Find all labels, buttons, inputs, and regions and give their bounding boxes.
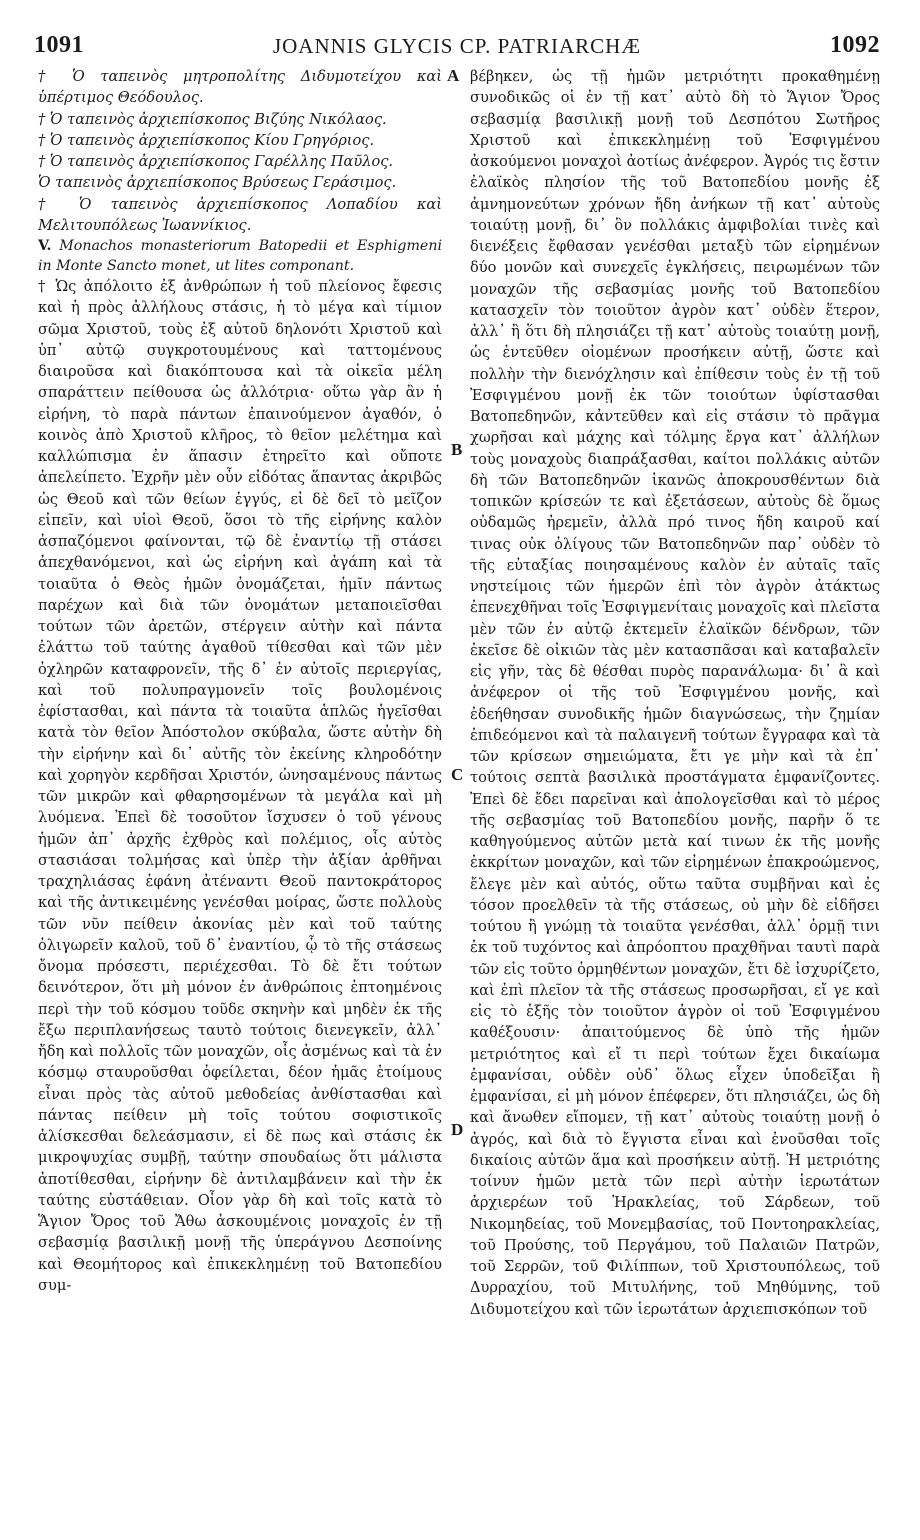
section-number: V.: [38, 238, 52, 254]
page-number-right: 1092: [830, 32, 880, 58]
left-body-text: † Ὡς ἀπόλοιτο ἐξ ἀνθρώπων ἡ τοῦ πλείονος ἔφεσις καὶ ἡ πρὸς ἀλλήλους στάσις, ἡ τὸ μέγα καὶ τίμιον σῶμα Χριστοῦ, τοὺς ἐξ αὐτοῦ δηλονότι Χριστοῦ καὶ ὑπ᾽ αὐτῷ συγκροτουμένους καὶ ταττομένους διαιροῦσα καὶ διακόπτουσα καὶ τὰ οἰκεῖα μέλη σπαράττειν πείθουσα ὡς ἀλλότρια· οὕτω γὰρ ἂν ἡ εἰρήνη, τὸ παρὰ πάντων ἐπαινούμενον ἀγαθόν, ὁ κοινὸς ἀπὸ Χριστοῦ κλῆρος, τὸ θεῖον μελέτημα καὶ καλλώπισμα ἐν ἅπασιν ἐτηρεῖτο καὶ οὔποτε ἀπελείπετο. Ἐχρῆν μὲν οὖν εἰδότας ἅπαντας ἀκριβῶς ὡς Θεοῦ καὶ τῶν θείων ἐγγύς, εἰ δὲ δεῖ τὸ μεῖζον εἰπεῖν, καὶ υἱοὶ Θεοῦ, ὅσοι τὸ τῆς εἰρήνης καλὸν ἀσπαζόμενοι φαίνονται, τῷ δὲ ἐναντίῳ τῇ στάσει ἀπεχθανόμενοι, καὶ ὡς εἰρήνη καὶ ἀγάπη καὶ τὰ τοιαῦτα ὁ Θεὸς ἡμῶν ὀνομάζεται, ἡμῖν πάντως παρέχων καὶ διὰ τῶν ὀνομάτων μεταποιεῖσθαι τούτων τῶν ἀρετῶν, στέργειν αὐτὴν καὶ πάντα ἐλάττω τοῦ ταύτης ἀγαθοῦ τίθεσθαι καὶ τῶν μὲν ὀχληρῶν καταφρονεῖν, τῆς δ᾽ ἐν αὐτοῖς περιεργίας, καὶ τοῦ πολυπραγμονεῖν τοῖς βουλομένοις ἐφίστασθαι, καὶ πάντα τὰ τοιαῦτα ἁπλῶς ἡγεῖσθαι κατὰ τὸν θεῖον Ἀπόστολον σκύβαλα, ὥστε αὐτὴν δὴ τὴν εἰρήνην καὶ δι᾽ αὐτῆς τὸν ἐκείνης κληροδότην καὶ χορηγὸν κερδῆσαι Χριστόν, ὠνησαμένους πάντως τῶν μικρῶν καὶ φθαρησομένων τὰ μεγάλα καὶ μὴ λυόμενα. Ἐπεὶ δὲ τοσοῦτον ἴσχυσεν ὁ τοῦ γένους ἡμῶν ἀπ᾽ ἀρχῆς ἐχθρὸς καὶ πολέμιος, οἷς αὐτὸς στασιάσαι τολμήσας καὶ ὑπὲρ τὴν ἀξίαν ἀρθῆναι τραχηλιάσας ἐφάνη ἀτέναντι Θεοῦ παντοκράτορος καὶ τῆς ἀντικειμένης γενέσθαι μοίρας, ὥστε πολλοὺς τῶν νῦν πείθειν ἀκονίας μὲν καὶ τοῦ ταύτης ὀλιγωρεῖν καλοῦ, τοῦ δ᾽ ἐναντίου, ᾧ τὸ τῆς στάσεως ὄνομα πρόσεστι, περιέχεσθαι. Τὸ δὲ ἔτι τούτων δεινότερον, ὅτι μὴ μόνον ἐν ἀνθρώποις ἐπτοημένοις περὶ τὴν τοῦ κόσμου τοῦδε σκηνὴν καὶ μηδὲν ἐκ τῆς ἔξω περιπλανήσεως ταυτὸ τούτοις διενεγκεῖν, ἀλλ᾽ ἤδη καὶ πολλοῖς τῶν μοναχῶν, οἷς ἀσμένως καὶ τὰ ἐν κόσμῳ σταυροῦσθαι ὀφείλεται, δέον ἡμᾶς ἑτοίμους εἶναι πρὸς τὰς αὐτοῦ μεθοδείας ἀνθίστασθαι καὶ πάντας πείθειν μὴ τοῖς τούτου σοφιστικοῖς ἀλίσκεσθαι δελεάσμασιν, εἰ δὲ πως καὶ στάσις ἐκ μικροψυχίας συμβῇ, ταύτην σπουδαίως ὅτι μάλιστα ἀποτίθεσθαι, εἰρήνην δὲ ἀντιλαμβάνειν καὶ τὴν ἐκ ταύτης εὐστάθειαν. Οἷον γὰρ δὴ καὶ τοῖς κατὰ τὸ Ἅγιον Ὄρος τοῦ Ἄθω ἀσκουμένοις μοναχοῖς ἐν τῇ σεβασμίᾳ βασιλικῇ μονῇ τῆς ὑπεράγνου Δεσποίνης καὶ Θεομήτορος καὶ ἐπικεκλημένῃ τοῦ Βατοπεδίου συμ-: [38, 278, 442, 1294]
section-heading-text: Monachos monasteriorum Batopedii et Esphigmeni in Monte Sancto monet, ut lites componant.: [38, 238, 442, 274]
page-number-left: 1091: [34, 32, 84, 58]
marginal-letter-b: B: [451, 440, 463, 459]
marginal-letter-d: D: [451, 1120, 464, 1139]
right-column: [470, 66, 880, 1511]
marginal-letter-a: A: [447, 66, 460, 85]
signature-line: † Ὁ ταπεινὸς ἀρχιεπίσκοπος Γαρέλλης Παῦλος.: [38, 153, 394, 170]
left-column: [38, 66, 442, 1511]
signature-line: Ὁ ταπεινὸς ἀρχιεπίσκοπος Βρύσεως Γεράσιμος.: [38, 174, 397, 192]
running-title: JOANNIS GLYCIS CP. PATRIARCHÆ: [272, 34, 642, 58]
signature-line: † Ὁ ταπεινὸς μητροπολίτης Διδυμοτείχου καὶ ὑπέρτιμος Θεόδουλος.: [38, 68, 442, 107]
right-body-text: βέβηκεν, ὡς τῇ ἡμῶν μετριότητι προκαθημένῃ συνοδικῶς οἱ ἐν τῇ κατ᾽ αὐτὸ δὴ τὸ Ἅγιον Ὄρος σεβασμίᾳ βασιλικῇ μονῇ τοῦ Δεσπότου Σωτῆρος Χριστοῦ καὶ ἐπικεκλημένῃ τοῦ Ἐσφιγμένου ἀσκούμενοι μοναχοὶ ἀοτίως ἀνέφερον. Ἀγρός τις ἔστιν ἐλαϊκὸς πλησίον τῆς τοῦ Βατοπεδίου μονῆς ἐξ ἀμνημονεύτων χρόνων ἤδη ἀνήκων τῇ κατ᾽ αὐτοὺς τοιαύτῃ μονῇ, δι᾽ ὃν πολλάκις ἀμφιβολίαι τινὲς καὶ διενέξεις ἔφθασαν γενέσθαι μεταξὺ τῶν εἰρημένων δύο μονῶν καὶ συνεχεῖς ἐγκλήσεις, πειρωμένων τῶν μοναχῶν τῆς σεβασμίας μονῆς τοῦ Βατοπεδίου κατασχεῖν τὸν τοιοῦτον ἀγρὸν κατ᾽ οὐδὲν ἕτερον, ἀλλ᾽ ἢ ὅτι δὴ πλησιάζει τῇ κατ᾽ αὐτοὺς τοιαύτῃ μονῇ, ὡς ἐντεῦθεν οἰομένων προσήκειν αὐτῇ, ὥστε καὶ πολλὴν τὴν διενόχλησιν καὶ ἐπίθεσιν τοὺς ἐν τῇ τοῦ Ἐσφιγμένου μονῇ ἐκ τῶν τοιούτων ὑφίστασθαι Βατοπεδηνῶν, κἀντεῦθεν καὶ εἰς στάσιν τὸ πρᾶγμα χωρῆσαι καὶ μάχης καὶ τόλμης ἔργα κατ᾽ ἀλλήλων τοὺς μοναχοὺς διαπράξασθαι, καίτοι πολλάκις αὐτῶν δὴ τῶν Βατοπεδηνῶν ἱκανῶς ἀποκρουσθέντων διὰ τοπικῶν κρίσεών τε καὶ ἐξετάσεων, αὐτοὺς δὲ ὅμως οὐδαμῶς ἠρεμεῖν, ἀλλὰ πρό τινος ἤδη καιροῦ καί τινας οὐκ ὀλίγους τῶν Βατοπεδηνῶν παρ᾽ οὐδὲν τὸ τῆς εὐταξίας ποιησαμένους καλὸν ἐν αὐταῖς ταῖς νηστείμοις τῶν ἡμερῶν ἐπὶ τὸν ἀγρὸν ἀτάκτως ἐπενεχθῆναι τοῖς Ἐσφιγμενίταις μοναχοῖς καὶ πλεῖστα μὲν τῶν ἐν αὐτῷ ἐκτεμεῖν ἐλαϊκῶν δένδρων, τῶν ἐκεῖσε δὲ οἰκιῶν τὰς μὲν κατασπᾶσαι καὶ καταβαλεῖν εἰς γῆν, τὰς δὲ θέσθαι πυρὸς παρανάλωμα· δι᾽ ἃ καὶ ἀνέφερον οἱ τῆς τοῦ Ἐσφιγμένου μονῆς, καὶ ἐδεήθησαν συνοδικῆς ἡμῶν διαγνώσεως, τὴν ζημίαν ἐπιδεόμενοι καὶ τὰ παλαιγενῆ τούτων ἔγγραφα καὶ τὰ τῶν κρίσεων σημειώματα, ἔτι γε μὴν καὶ τὰ ἐπ᾽ τούτοις σεπτὰ βασιλικὰ προστάγματα ἐμφανίζοντες. Ἐπεὶ δὲ ἔδει παρεῖναι καὶ ἀπολογεῖσθαι καὶ τὸ μέρος τῆς σεβασμίας τοῦ Βατοπεδίου μονῆς, παρῆν ὅ τε καθηγούμενος αὐτῶν μετὰ καί τινων ἐκ τῆς μονῆς ἐκκρίτων μοναχῶν, καὶ τῶν εἰρημένων ἐπακροώμενος, ἔλεγε μὲν καὶ αὐτός, οὕτω ταῦτα συμβῆναι καὶ ἐς τόσον προελθεῖν τὰ τῆς στάσεως, οὐ μὴν δὲ εἰδῆσει τούτου ἢ γνώμῃ τὰ τοιαῦτα γενέσθαι, ἀλλ᾽ ὁρμῇ τινι ἐκ τοῦ τυχόντος καὶ ἀπρόοπτου πραχθῆναι ταυτὶ παρὰ τῶν εἰς τοῦτο ὁρμηθέντων μοναχῶν, ἔτι δὲ ἰσχυρίζετο, καὶ ἐπὶ πλεῖον τὰ τῆς στάσεως προσωρῆσαι, εἴ γε καὶ εἰς τὸ ἑξῆς τὸν τοιοῦτον ἀγρὸν οἱ τοῦ Ἐσφιγμένου καθέξουσιν· ἀπαιτούμενος δὲ ὑπὸ τῆς ἡμῶν μετριότητος καὶ εἴ τι περὶ τούτων ἔχει δικαίωμα ἐμφανίσαι, οὐδὲν οὐδ᾽ ὅλως εἶχεν ὑποδεῖξαι ἢ ἐμφανίσαι, εἰ μὴ μόνον ἐπέφερεν, ὅτι πλησιάζει, ὡς δὴ καὶ ἄνωθεν εἴπομεν, τῇ κατ᾽ αὐτοὺς τοιαύτῃ μονῇ ὁ ἀγρός, καὶ διὰ τὸ ἔγγιστα εἶναι καὶ ἑνοῦσθαι τοῖς δικαίοις αὐτῶν ἅμα καὶ προσήκειν αὐτῇ. Ἡ μετριότης τοίνυν ἡμῶν μετὰ τῶν περὶ αὐτὴν ἱερωτάτων ἀρχιερέων τοῦ Ἡρακλείας, τοῦ Σάρδεων, τοῦ Νικομηδείας, τοῦ Μονεμβασίας, τοῦ Ποντοηρακλείας, τοῦ Προύσης, τοῦ Περγάμου, τοῦ Παλαιῶν Πατρῶν, τοῦ Σερρῶν, τοῦ Φιλίππων, τοῦ Χριστουπόλεως, τοῦ Δυρραχίου, τοῦ Μιτυλήνης, τοῦ Μηθύμνης, τοῦ Διδυμοτείχου καὶ τῶν ἱερωτάτων ἀρχιεπισκόπων τοῦ: [470, 68, 880, 1318]
running-head: [34, 32, 880, 64]
section-heading: [38, 236, 442, 276]
signature-line: † Ὁ ταπεινὸς ἀρχιεπίσκοπος Κίου Γρηγόριος.: [38, 131, 375, 149]
signature-line: † Ὁ ταπεινὸς ἀρχιεπίσκοπος Λοπαδίου καὶ Μελιτουπόλεως Ἰωαννίκιος.: [38, 195, 442, 234]
marginal-letter-c: C: [451, 765, 464, 784]
signature-line: † Ὁ ταπεινὸς ἀρχιεπίσκοπος Βιζύης Νικόλαος.: [38, 110, 387, 128]
